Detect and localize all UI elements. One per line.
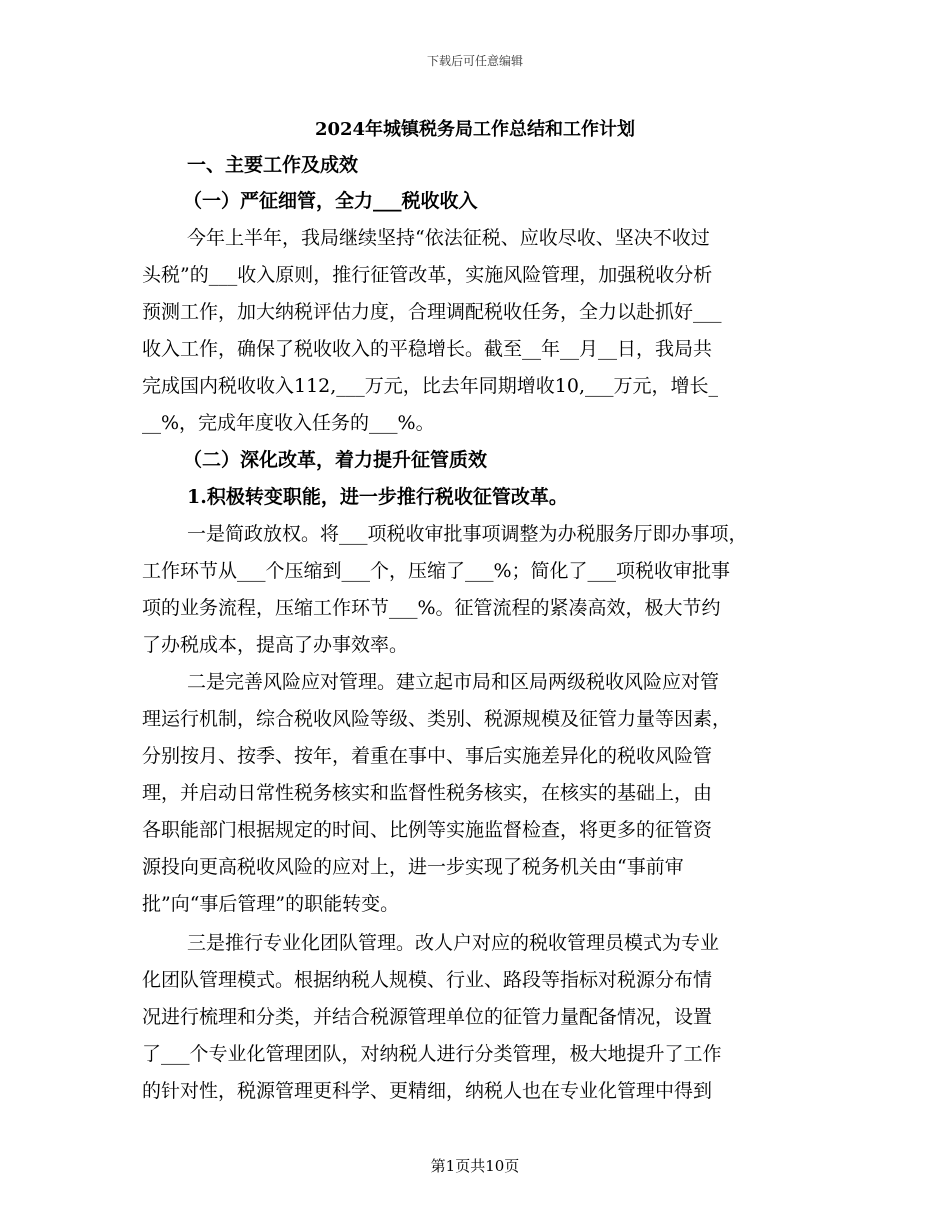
paragraph-line: 的针对性，税源管理更科学、更精细，纳税人也在专业化管理中得到 <box>142 1080 713 1102</box>
page-header: 下载后可任意编辑 <box>426 54 523 68</box>
paragraph-line: 项的业务流程，压缩工作环节___%。征管流程的紧凑高效，极大节约 <box>142 597 721 619</box>
paragraph-line: 分别按月、按季、按年，着重在事中、事后实施差异化的税收风险管 <box>142 745 713 767</box>
paragraph-line: 一是简政放权。将___项税收审批事项调整为办税服务厅即办事项， <box>187 523 748 545</box>
paragraph-line: 头税”的___收入原则，推行征管改革，实施风险管理，加强税收分析 <box>142 264 713 286</box>
paragraph-line: 收入工作，确保了税收收入的平稳增长。截至__年__月__日，我局共 <box>142 338 713 360</box>
heading-level2: （一）严征细管，全力___税收收入 <box>183 190 478 212</box>
paragraph-line: 三是推行专业化团队管理。改人户对应的税收管理员模式为专业 <box>187 932 720 954</box>
paragraph-line: 源投向更高税收风险的应对上，进一步实现了税务机关由“事前审 <box>142 856 684 878</box>
page-footer: 第1页共10页 <box>430 1157 520 1175</box>
document-title: 2024年城镇税务局工作总结和工作计划 <box>314 119 636 140</box>
heading-level1: 一、主要工作及成效 <box>187 154 359 176</box>
paragraph-line: __%，完成年度收入任务的___%。 <box>142 412 435 434</box>
heading-level3: 1.积极转变职能，进一步推行税收征管改革。 <box>187 486 568 508</box>
paragraph-line: 了___个专业化管理团队，对纳税人进行分类管理，极大地提升了工作 <box>142 1043 722 1065</box>
paragraph-line: 理运行机制，综合税收风险等级、类别、税源规模及征管力量等因素， <box>142 708 732 730</box>
heading-level2: （二）深化改革，着力提升征管质效 <box>183 449 488 471</box>
paragraph-line: 今年上半年，我局继续坚持“依法征税、应收尽收、坚决不收过 <box>187 227 710 249</box>
paragraph-line: 批”向“事后管理”的职能转变。 <box>142 893 400 915</box>
paragraph-line: 况进行梳理和分类，并结合税源管理单位的征管力量配备情况，设置 <box>142 1006 713 1028</box>
paragraph-line: 预测工作，加大纳税评估力度，合理调配税收任务，全力以赴抓好___ <box>142 301 722 323</box>
paragraph-line: 了办税成本，提高了办事效率。 <box>142 634 409 656</box>
paragraph-line: 各职能部门根据规定的时间、比例等实施监督检查，将更多的征管资 <box>142 819 713 841</box>
paragraph-line: 完成国内税收收入112,___万元，比去年同期增收10,___万元，增长_ <box>142 375 719 397</box>
paragraph-line: 工作环节从___个压缩到___个，压缩了___%；简化了___项税收审批事 <box>142 560 731 582</box>
paragraph-line: 二是完善风险应对管理。建立起市局和区局两级税收风险应对管 <box>187 671 720 693</box>
paragraph-line: 化团队管理模式。根据纳税人规模、行业、路段等指标对税源分布情 <box>142 969 713 991</box>
paragraph-line: 理，并启动日常性税务核实和监督性税务核实，在核实的基础上，由 <box>142 782 713 804</box>
